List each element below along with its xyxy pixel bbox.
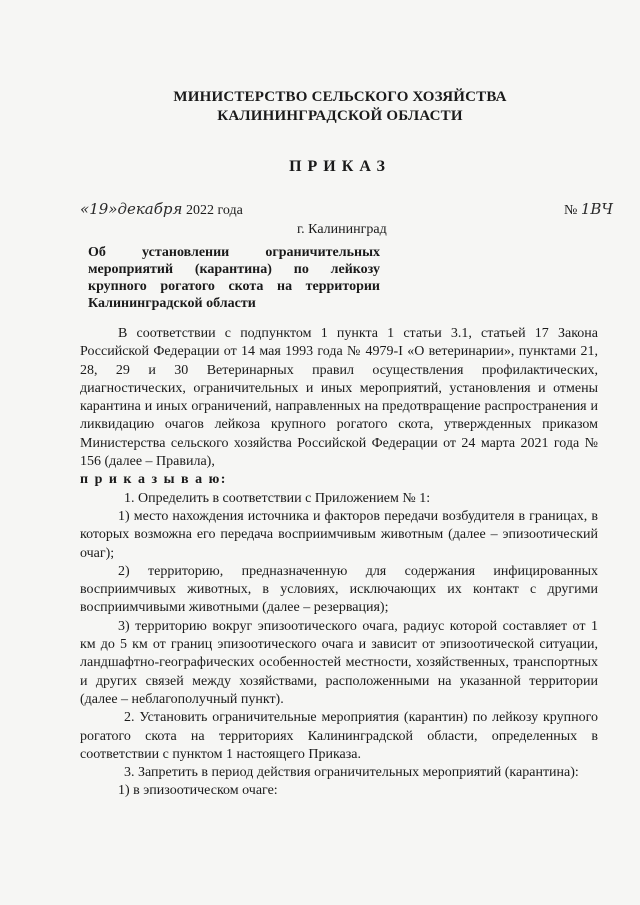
date-day: 19 [89, 200, 109, 218]
date-close-quote: » [108, 200, 118, 218]
number-value: 1ВЧ [580, 200, 614, 218]
ministry-heading [140, 88, 540, 126]
clause-3-1: 1) в эпизоотическом очаге: [118, 783, 278, 799]
clause-2: 2. Установить ограничительные мероприятия (карантин) по лейкозу крупного рогатого скота на территориях Калининградской области, определенных в соответствии с пунктом 1 настоящего Приказа. [80, 710, 598, 762]
clause-1-3: 3) территорию вокруг эпизоотического очага, радиус которой составляет от 1 км до 5 км от границ эпизоотического очага и зависит от эпизоотической ситуации, ландшафтно-географических особенностей местности, хозяйственных, транспортных и других связей между хозяйствами, расположенными на указанной территории (далее – неблагополучный пункт). [80, 618, 598, 707]
order-subject: Об установлении ограничительных мероприятий (карантина) по лейкозу крупного рогатого скота на территории Калининградской области [88, 245, 380, 311]
order-number [564, 200, 613, 219]
number-prefix: № [564, 203, 578, 218]
order-word [80, 471, 598, 489]
clause-3: 3. Запретить в период действия ограничительных мероприятий (карантина): [124, 765, 579, 781]
clause-1-2: 2) территорию, предназначенную для содержания инфицированных восприимчивых животных, в условиях, исключающих их контакт с другими восприимчивыми животными (далее – резервация); [80, 563, 598, 616]
order-body [80, 325, 598, 801]
order-word-text: п р и к а з ы в а ю: [80, 472, 227, 488]
clause-1: 1. Определить в соответствии с Приложением № 1: [124, 490, 431, 506]
city: г. Калининград [297, 222, 387, 237]
preamble: В соответствии с подпунктом 1 пункта 1 статьи 3.1, статьей 17 Закона Российской Федерации от 14 мая 1993 года № 4979-I «О ветеринарии», пунктами 21, 28, 29 и 30 Ветеринарных правил осуществления профилактических, диагностических, ограничительных и иных мероприятий, установления и отмены карантина и иных ограничений, направленных на предотвращение распространения и ликвидацию очагов лейкоза крупного рогатого скота, утвержденных приказом Министерства сельского хозяйства Российской Федерации от 24 марта 2021 года № 156 (далее – Правила), [80, 326, 598, 470]
date-year: 2022 года [185, 203, 243, 218]
ministry-line-2: КАЛИНИНГРАДСКОЙ ОБЛАСТИ [217, 108, 463, 124]
date-month: декабря [117, 200, 183, 218]
order-title: ПРИКАЗ [289, 158, 391, 175]
ministry-line-1: МИНИСТЕРСТВО СЕЛЬСКОГО ХОЗЯЙСТВА [173, 89, 507, 105]
clause-1-1: 1) место нахождения источника и факторов передачи возбудителя в границах, в которых возможна его передача восприимчивым животным (далее – эпизоотический очаг); [80, 508, 598, 561]
date-open-quote: « [80, 200, 90, 218]
order-date [80, 200, 243, 219]
